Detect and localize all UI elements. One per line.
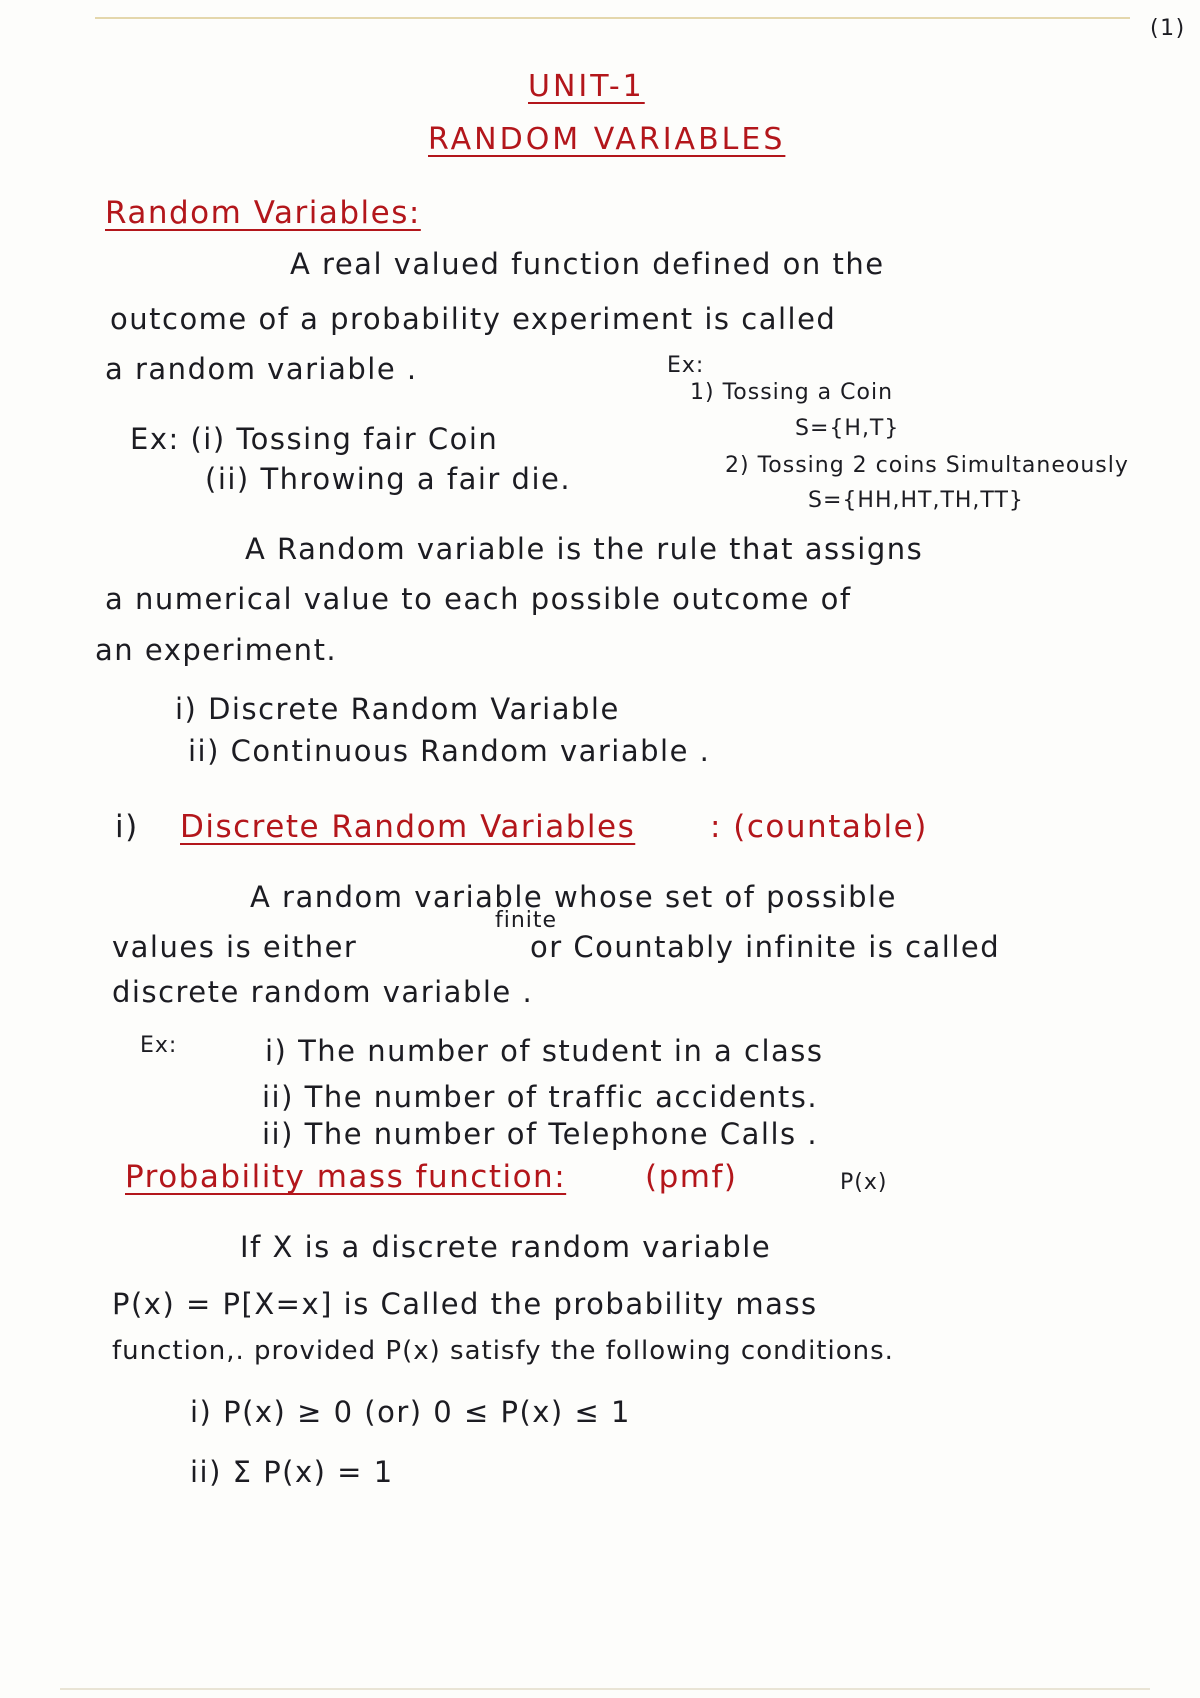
pmf-line-2: P(x) = P[X=x] is Called the probability mass [112,1287,818,1321]
rv-right-example-2: 2) Tossing 2 coins Simultaneously [725,453,1129,478]
rv-rule-line-1: A Random variable is the rule that assigns [245,532,924,566]
drv-definition-line-2b: or Countably infinite is called [530,930,1001,964]
pmf-heading-suffix: (pmf) [645,1159,738,1195]
drv-example-label: Ex: [140,1033,178,1058]
section-heading-random-variables: Random Variables: [105,195,421,231]
pmf-line-1: If X is a discrete random variable [240,1230,772,1264]
rv-definition-line-1: A real valued function defined on the [290,247,885,281]
section-heading-pmf: Probability mass function: [125,1159,567,1195]
rv-right-example-1: 1) Tossing a Coin [690,380,894,405]
pmf-line-3: function,. provided P(x) satisfy the following conditions. [112,1336,894,1366]
rv-right-example-1-set: S={H,T} [795,416,900,441]
rv-rule-line-3: an experiment. [95,633,338,667]
drv-heading-number: i) [115,809,139,845]
bottom-margin-line [60,1688,1150,1690]
rv-type-continuous: ii) Continuous Random variable . [188,734,711,768]
rv-rule-line-2: a numerical value to each possible outcome of [105,582,852,616]
drv-definition-line-1: A random variable whose set of possible [250,880,897,914]
rv-definition-line-3: a random variable . [105,352,418,386]
drv-definition-line-2a: values is either [112,930,358,964]
section-heading-discrete-random-variables: Discrete Random Variables [180,809,636,845]
drv-definition-insert: finite [495,908,558,933]
pmf-condition-2: ii) Σ P(x) = 1 [190,1455,394,1489]
rv-type-discrete: i) Discrete Random Variable [175,692,620,726]
pmf-notation: P(x) [840,1170,888,1195]
chapter-title: RANDOM VARIABLES [428,122,786,157]
drv-definition-line-3: discrete random variable . [112,975,534,1009]
drv-heading-suffix: : (countable) [710,809,928,845]
rv-example-1: Ex: (i) Tossing fair Coin [130,422,499,456]
unit-title: UNIT-1 [528,69,645,104]
rv-right-example-label: Ex: [667,353,705,378]
drv-example-1: i) The number of student in a class [265,1034,824,1068]
drv-example-2: ii) The number of traffic accidents. [262,1080,819,1114]
top-margin-line [95,17,1130,19]
rv-example-2: (ii) Throwing a fair die. [205,462,572,496]
drv-example-3: ii) The number of Telephone Calls . [262,1117,819,1151]
rv-definition-line-2: outcome of a probability experiment is called [110,302,837,336]
rv-right-example-2-set: S={HH,HT,TH,TT} [808,488,1024,513]
pmf-condition-1: i) P(x) ≥ 0 (or) 0 ≤ P(x) ≤ 1 [190,1395,631,1429]
page-number: (1) [1150,16,1186,41]
